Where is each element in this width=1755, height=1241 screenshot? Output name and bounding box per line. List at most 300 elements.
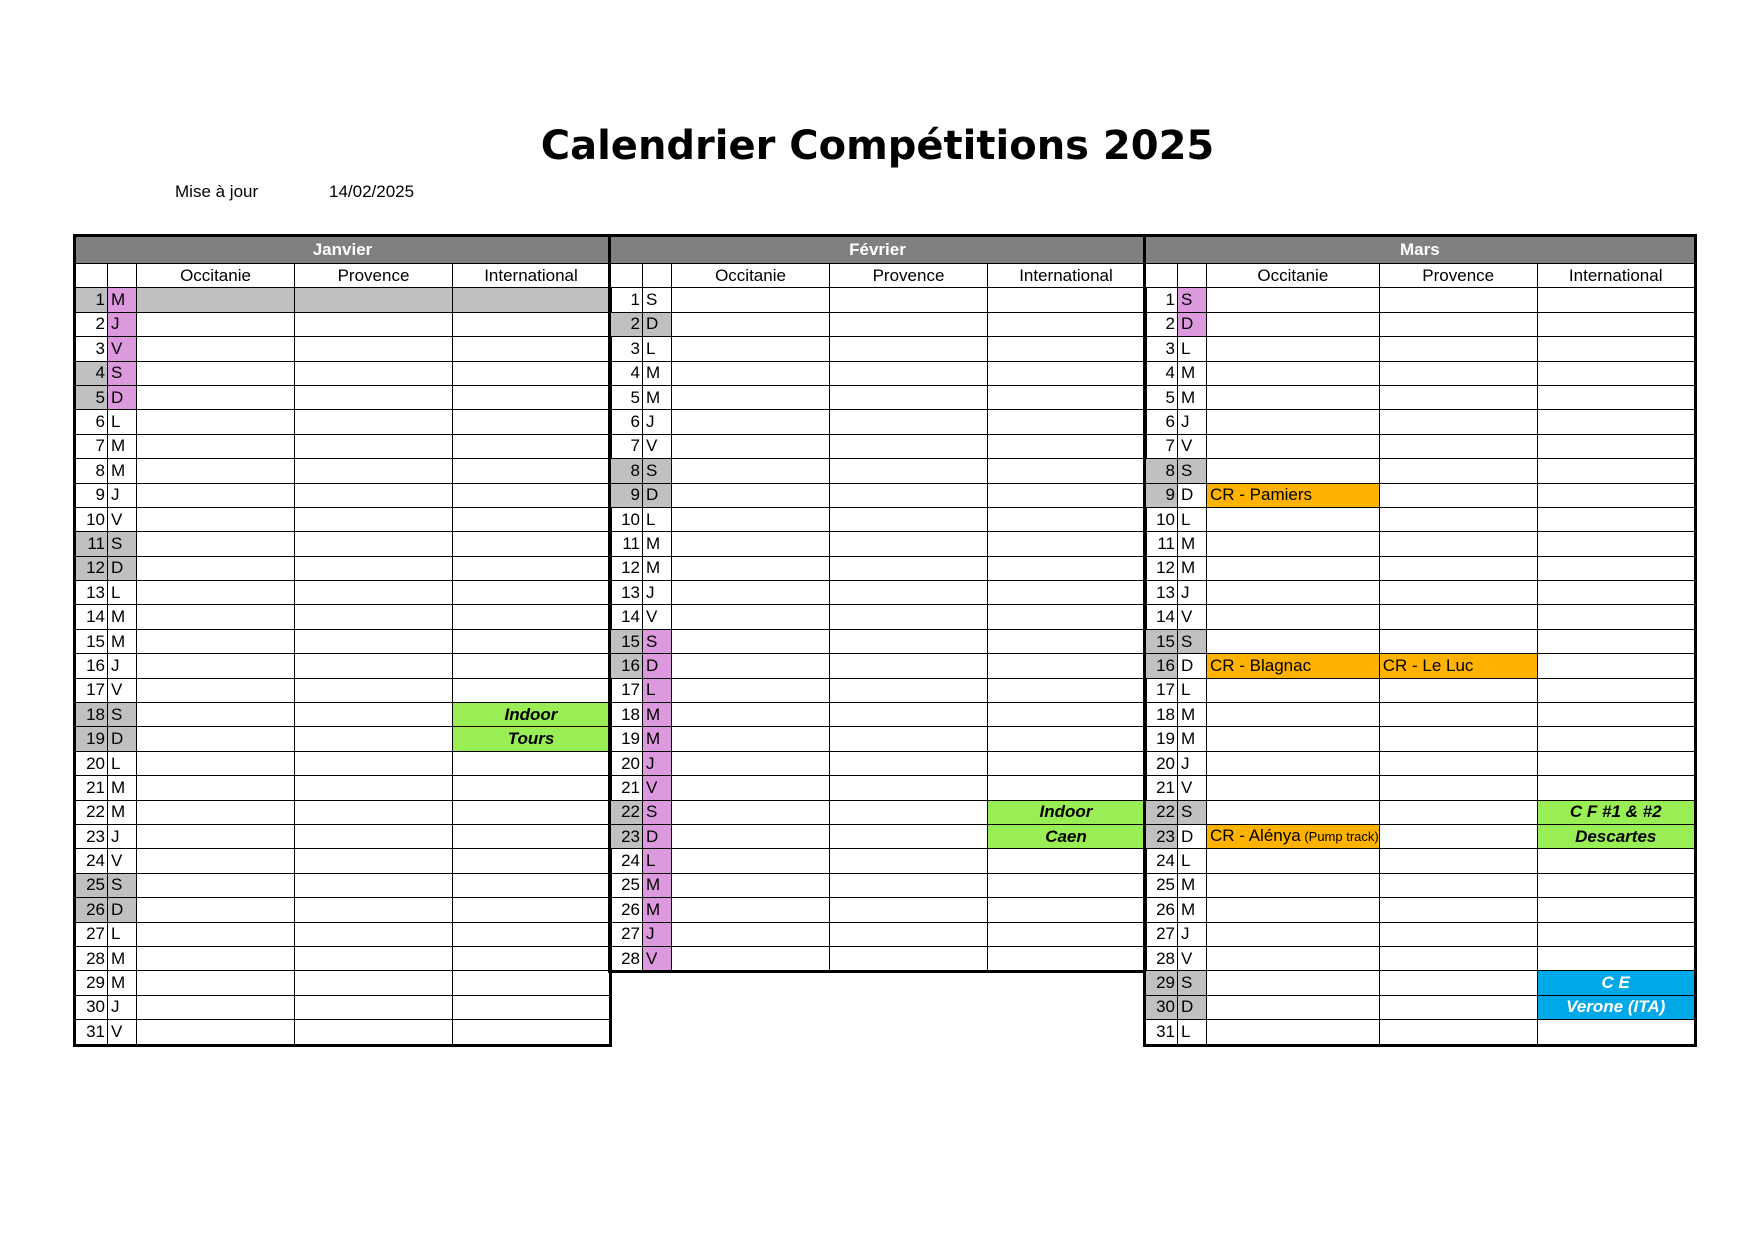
- event-cell: [1537, 483, 1695, 507]
- event-cell: [137, 678, 295, 702]
- month-header: Février: [610, 236, 1146, 264]
- day-letter: M: [108, 605, 137, 629]
- event-label: [1537, 800, 1695, 824]
- event-cell: [830, 410, 988, 434]
- event-cell: [830, 459, 988, 483]
- event-cell: [830, 361, 988, 385]
- event-text: CR - Alénya: [1210, 826, 1301, 846]
- day-letter: V: [108, 849, 137, 873]
- event-cell: [453, 507, 611, 531]
- month-table-1: [608, 234, 1147, 973]
- event-cell: [1207, 849, 1380, 873]
- event-cell: [295, 312, 453, 336]
- event-cell: [830, 385, 988, 409]
- event-cell: [1537, 532, 1695, 556]
- day-row: [610, 727, 1146, 751]
- day-letter: M: [1178, 873, 1207, 897]
- day-row: [1145, 776, 1696, 800]
- event-cell: [1537, 751, 1695, 775]
- event-cell: [1379, 385, 1537, 409]
- day-letter: J: [108, 995, 137, 1019]
- event-label: [1207, 824, 1380, 848]
- event-label: [1379, 654, 1537, 678]
- event-cell: [1207, 1020, 1380, 1045]
- event-cell: [137, 385, 295, 409]
- day-number: 6: [1145, 410, 1178, 434]
- event-cell: [830, 483, 988, 507]
- event-cell: [295, 849, 453, 873]
- event-text: Verone (ITA): [1566, 997, 1666, 1017]
- day-number: 6: [75, 410, 108, 434]
- column-header: Occitanie: [137, 264, 295, 288]
- event-cell: [1207, 312, 1380, 336]
- event-cell: [1379, 873, 1537, 897]
- day-number: 4: [610, 361, 643, 385]
- event-cell: [295, 1020, 453, 1045]
- event-cell: [672, 410, 830, 434]
- day-letter: L: [1178, 1020, 1207, 1045]
- day-row: [1145, 1020, 1696, 1045]
- day-number: 15: [75, 629, 108, 653]
- day-row: [1145, 946, 1696, 970]
- day-number: 7: [1145, 434, 1178, 458]
- event-cell: [672, 800, 830, 824]
- event-cell: [1537, 459, 1695, 483]
- event-cell: [1207, 581, 1380, 605]
- day-number: 16: [75, 654, 108, 678]
- event-cell: [1207, 410, 1380, 434]
- event-cell: [988, 703, 1146, 727]
- event-cell: [137, 410, 295, 434]
- event-cell: [1537, 1020, 1695, 1045]
- day-number: 7: [610, 434, 643, 458]
- day-row: [1145, 434, 1696, 458]
- day-letter: J: [643, 581, 672, 605]
- day-row: [75, 946, 611, 970]
- day-row: [610, 410, 1146, 434]
- event-cell: [988, 751, 1146, 775]
- day-row: [610, 922, 1146, 946]
- event-cell: [453, 361, 611, 385]
- day-number: 8: [610, 459, 643, 483]
- event-cell: [1207, 800, 1380, 824]
- day-letter: L: [1178, 849, 1207, 873]
- event-note: (Pump track): [1300, 829, 1379, 845]
- day-number: 13: [1145, 581, 1178, 605]
- day-number: 17: [75, 678, 108, 702]
- update-date: 14/02/2025: [329, 182, 415, 201]
- day-row: [1145, 898, 1696, 922]
- day-letter: V: [1178, 946, 1207, 970]
- event-cell: [1537, 703, 1695, 727]
- day-number: 11: [610, 532, 643, 556]
- event-cell: [295, 703, 453, 727]
- day-letter: M: [108, 459, 137, 483]
- day-number: 5: [75, 385, 108, 409]
- day-letter: J: [643, 922, 672, 946]
- day-letter: D: [108, 898, 137, 922]
- event-cell: [453, 532, 611, 556]
- day-row: [1145, 410, 1696, 434]
- day-number: 15: [1145, 629, 1178, 653]
- event-cell: [1379, 312, 1537, 336]
- day-row: [75, 629, 611, 653]
- event-cell: [137, 605, 295, 629]
- event-text: Indoor: [504, 704, 558, 724]
- day-number: 22: [75, 800, 108, 824]
- day-row: [1145, 337, 1696, 361]
- day-row: [610, 532, 1146, 556]
- day-letter: M: [1178, 727, 1207, 751]
- event-cell: [1537, 556, 1695, 580]
- day-row: [610, 361, 1146, 385]
- event-text: CR - Blagnac: [1210, 655, 1312, 675]
- event-cell: [1379, 507, 1537, 531]
- event-text: Descartes: [1575, 826, 1657, 846]
- event-cell: [830, 898, 988, 922]
- day-row: [610, 946, 1146, 971]
- day-number: 19: [1145, 727, 1178, 751]
- event-cell: [672, 849, 830, 873]
- day-row: [1145, 507, 1696, 531]
- event-cell: [1379, 703, 1537, 727]
- event-cell: [137, 312, 295, 336]
- day-letter: S: [1178, 971, 1207, 995]
- event-cell: [1379, 727, 1537, 751]
- day-letter: S: [108, 532, 137, 556]
- event-cell: [672, 703, 830, 727]
- day-row: [1145, 922, 1696, 946]
- day-row: [75, 727, 611, 751]
- event-cell: [1537, 288, 1695, 312]
- day-letter: M: [1178, 532, 1207, 556]
- day-row: [610, 605, 1146, 629]
- day-letter: L: [1178, 507, 1207, 531]
- day-letter: M: [108, 434, 137, 458]
- day-number: 26: [610, 898, 643, 922]
- event-cell: [453, 605, 611, 629]
- event-label: [1537, 995, 1695, 1019]
- day-letter: L: [108, 922, 137, 946]
- day-number: 14: [75, 605, 108, 629]
- day-number: 14: [610, 605, 643, 629]
- day-letter: M: [1178, 385, 1207, 409]
- day-number: 25: [610, 873, 643, 897]
- event-label: [988, 824, 1146, 848]
- event-cell: [453, 410, 611, 434]
- day-letter: M: [643, 727, 672, 751]
- event-cell: [1379, 678, 1537, 702]
- day-letter: D: [643, 654, 672, 678]
- day-row: [610, 459, 1146, 483]
- event-cell: [295, 971, 453, 995]
- day-row: [610, 507, 1146, 531]
- event-cell: [1207, 703, 1380, 727]
- day-number: 3: [75, 337, 108, 361]
- event-cell: [672, 385, 830, 409]
- day-row: [75, 922, 611, 946]
- day-row: [610, 800, 1146, 824]
- day-letter: J: [643, 751, 672, 775]
- event-cell: [295, 361, 453, 385]
- event-cell: [1537, 581, 1695, 605]
- day-row: [75, 678, 611, 702]
- event-cell: [1379, 532, 1537, 556]
- column-header: Occitanie: [1207, 264, 1380, 288]
- column-header: Provence: [830, 264, 988, 288]
- day-letter: V: [643, 605, 672, 629]
- event-cell: [988, 312, 1146, 336]
- event-cell: [453, 556, 611, 580]
- day-row: [1145, 849, 1696, 873]
- day-number: 9: [1145, 483, 1178, 507]
- day-letter: L: [1178, 678, 1207, 702]
- event-cell: [137, 922, 295, 946]
- day-number: 11: [1145, 532, 1178, 556]
- event-cell: [830, 556, 988, 580]
- event-cell: [672, 434, 830, 458]
- event-cell: [1207, 605, 1380, 629]
- event-cell: [453, 288, 611, 312]
- event-cell: [1207, 288, 1380, 312]
- day-row: [610, 312, 1146, 336]
- event-cell: [137, 581, 295, 605]
- day-row: [75, 873, 611, 897]
- event-cell: [1379, 922, 1537, 946]
- day-number: 1: [610, 288, 643, 312]
- day-number: 2: [1145, 312, 1178, 336]
- event-cell: [295, 605, 453, 629]
- event-cell: [453, 898, 611, 922]
- event-cell: [295, 483, 453, 507]
- day-number: 9: [610, 483, 643, 507]
- event-cell: [295, 434, 453, 458]
- event-cell: [1207, 751, 1380, 775]
- column-header: International: [988, 264, 1146, 288]
- event-cell: [672, 532, 830, 556]
- event-cell: [137, 556, 295, 580]
- event-cell: [1379, 410, 1537, 434]
- event-cell: [453, 434, 611, 458]
- event-cell: [1379, 824, 1537, 848]
- day-number: 16: [610, 654, 643, 678]
- event-cell: [453, 824, 611, 848]
- day-row: [610, 556, 1146, 580]
- event-cell: [453, 1020, 611, 1045]
- day-letter: M: [108, 629, 137, 653]
- day-number: 18: [75, 703, 108, 727]
- day-letter: D: [108, 385, 137, 409]
- event-cell: [988, 849, 1146, 873]
- event-cell: [137, 873, 295, 897]
- day-row: [75, 385, 611, 409]
- event-cell: [672, 824, 830, 848]
- event-cell: [1207, 971, 1380, 995]
- event-cell: [1379, 361, 1537, 385]
- day-row: [610, 849, 1146, 873]
- event-cell: [137, 800, 295, 824]
- event-cell: [1537, 385, 1695, 409]
- day-letter: D: [643, 824, 672, 848]
- event-cell: [830, 288, 988, 312]
- day-number: 19: [610, 727, 643, 751]
- event-cell: [988, 410, 1146, 434]
- event-cell: [137, 1020, 295, 1045]
- day-row: [75, 556, 611, 580]
- day-row: [75, 581, 611, 605]
- event-cell: [1207, 385, 1380, 409]
- day-row: [75, 654, 611, 678]
- day-number: 28: [75, 946, 108, 970]
- event-cell: [295, 776, 453, 800]
- day-row: [1145, 459, 1696, 483]
- day-number: 2: [610, 312, 643, 336]
- day-letter: D: [643, 483, 672, 507]
- day-letter: M: [643, 873, 672, 897]
- day-number: 31: [75, 1020, 108, 1045]
- day-letter: J: [643, 410, 672, 434]
- day-letter: M: [108, 776, 137, 800]
- event-cell: [295, 922, 453, 946]
- event-cell: [137, 361, 295, 385]
- event-cell: [830, 605, 988, 629]
- event-cell: [453, 800, 611, 824]
- event-cell: [988, 922, 1146, 946]
- event-cell: [672, 337, 830, 361]
- event-label: [1537, 971, 1695, 995]
- event-cell: [453, 654, 611, 678]
- day-row: [1145, 556, 1696, 580]
- day-row: [610, 751, 1146, 775]
- day-row: [75, 800, 611, 824]
- day-number: 9: [75, 483, 108, 507]
- day-number: 30: [1145, 995, 1178, 1019]
- event-cell: [1207, 873, 1380, 897]
- day-letter: S: [1178, 288, 1207, 312]
- day-row: [75, 459, 611, 483]
- day-number: 22: [610, 800, 643, 824]
- day-number: 17: [1145, 678, 1178, 702]
- event-cell: [988, 459, 1146, 483]
- event-cell: [830, 654, 988, 678]
- event-cell: [1379, 483, 1537, 507]
- day-number: 17: [610, 678, 643, 702]
- month-header: Janvier: [75, 236, 611, 264]
- event-cell: [1379, 751, 1537, 775]
- event-cell: [988, 678, 1146, 702]
- event-text: C E: [1601, 973, 1630, 993]
- event-cell: [137, 288, 295, 312]
- day-row: [1145, 629, 1696, 653]
- event-cell: [988, 385, 1146, 409]
- day-letter: J: [108, 483, 137, 507]
- day-row: [610, 483, 1146, 507]
- day-row: [1145, 605, 1696, 629]
- event-cell: [830, 532, 988, 556]
- day-number: 10: [75, 507, 108, 531]
- day-number: 21: [1145, 776, 1178, 800]
- day-row: [610, 581, 1146, 605]
- event-cell: [1379, 971, 1537, 995]
- event-cell: [137, 971, 295, 995]
- day-letter: L: [643, 337, 672, 361]
- day-row: [75, 532, 611, 556]
- day-number: 28: [1145, 946, 1178, 970]
- day-number: 8: [1145, 459, 1178, 483]
- event-cell: [830, 703, 988, 727]
- event-cell: [830, 873, 988, 897]
- day-row: [75, 898, 611, 922]
- update-label: Mise à jour: [175, 182, 259, 201]
- day-row: [75, 849, 611, 873]
- month-table-2: [1143, 234, 1697, 1047]
- day-number: 25: [1145, 873, 1178, 897]
- event-cell: [1537, 434, 1695, 458]
- day-letter: M: [643, 385, 672, 409]
- day-row: [1145, 483, 1696, 507]
- event-cell: [988, 776, 1146, 800]
- event-cell: [453, 776, 611, 800]
- day-row: [1145, 654, 1696, 678]
- day-letter: D: [1178, 824, 1207, 848]
- event-cell: [295, 727, 453, 751]
- day-letter: M: [643, 898, 672, 922]
- event-cell: [295, 751, 453, 775]
- event-cell: [672, 361, 830, 385]
- event-cell: [830, 678, 988, 702]
- event-cell: [830, 776, 988, 800]
- event-cell: [1379, 995, 1537, 1019]
- event-cell: [672, 605, 830, 629]
- day-number: 13: [75, 581, 108, 605]
- event-cell: [1379, 556, 1537, 580]
- event-cell: [295, 459, 453, 483]
- event-cell: [1207, 459, 1380, 483]
- event-cell: [1379, 1020, 1537, 1045]
- event-cell: [1537, 312, 1695, 336]
- event-cell: [830, 629, 988, 653]
- event-cell: [988, 532, 1146, 556]
- event-cell: [672, 898, 830, 922]
- day-letter: J: [108, 824, 137, 848]
- day-number: 1: [75, 288, 108, 312]
- event-text: C F #1 & #2: [1569, 802, 1662, 822]
- event-cell: [137, 507, 295, 531]
- day-number: 6: [610, 410, 643, 434]
- day-row: [75, 434, 611, 458]
- day-letter: M: [1178, 556, 1207, 580]
- event-cell: [672, 727, 830, 751]
- event-text: Tours: [507, 729, 555, 749]
- event-cell: [830, 434, 988, 458]
- day-row: [75, 507, 611, 531]
- day-letter: V: [108, 1020, 137, 1045]
- day-row: [610, 434, 1146, 458]
- day-number: 23: [75, 824, 108, 848]
- page-title: Calendrier Compétitions 2025: [540, 123, 1215, 169]
- day-letter: M: [643, 703, 672, 727]
- event-cell: [830, 922, 988, 946]
- event-cell: [137, 629, 295, 653]
- day-letter: V: [643, 434, 672, 458]
- day-row: [1145, 703, 1696, 727]
- day-letter: V: [108, 678, 137, 702]
- event-cell: [1537, 776, 1695, 800]
- day-letter: S: [643, 288, 672, 312]
- day-row: [75, 995, 611, 1019]
- day-number: 10: [610, 507, 643, 531]
- day-row: [610, 873, 1146, 897]
